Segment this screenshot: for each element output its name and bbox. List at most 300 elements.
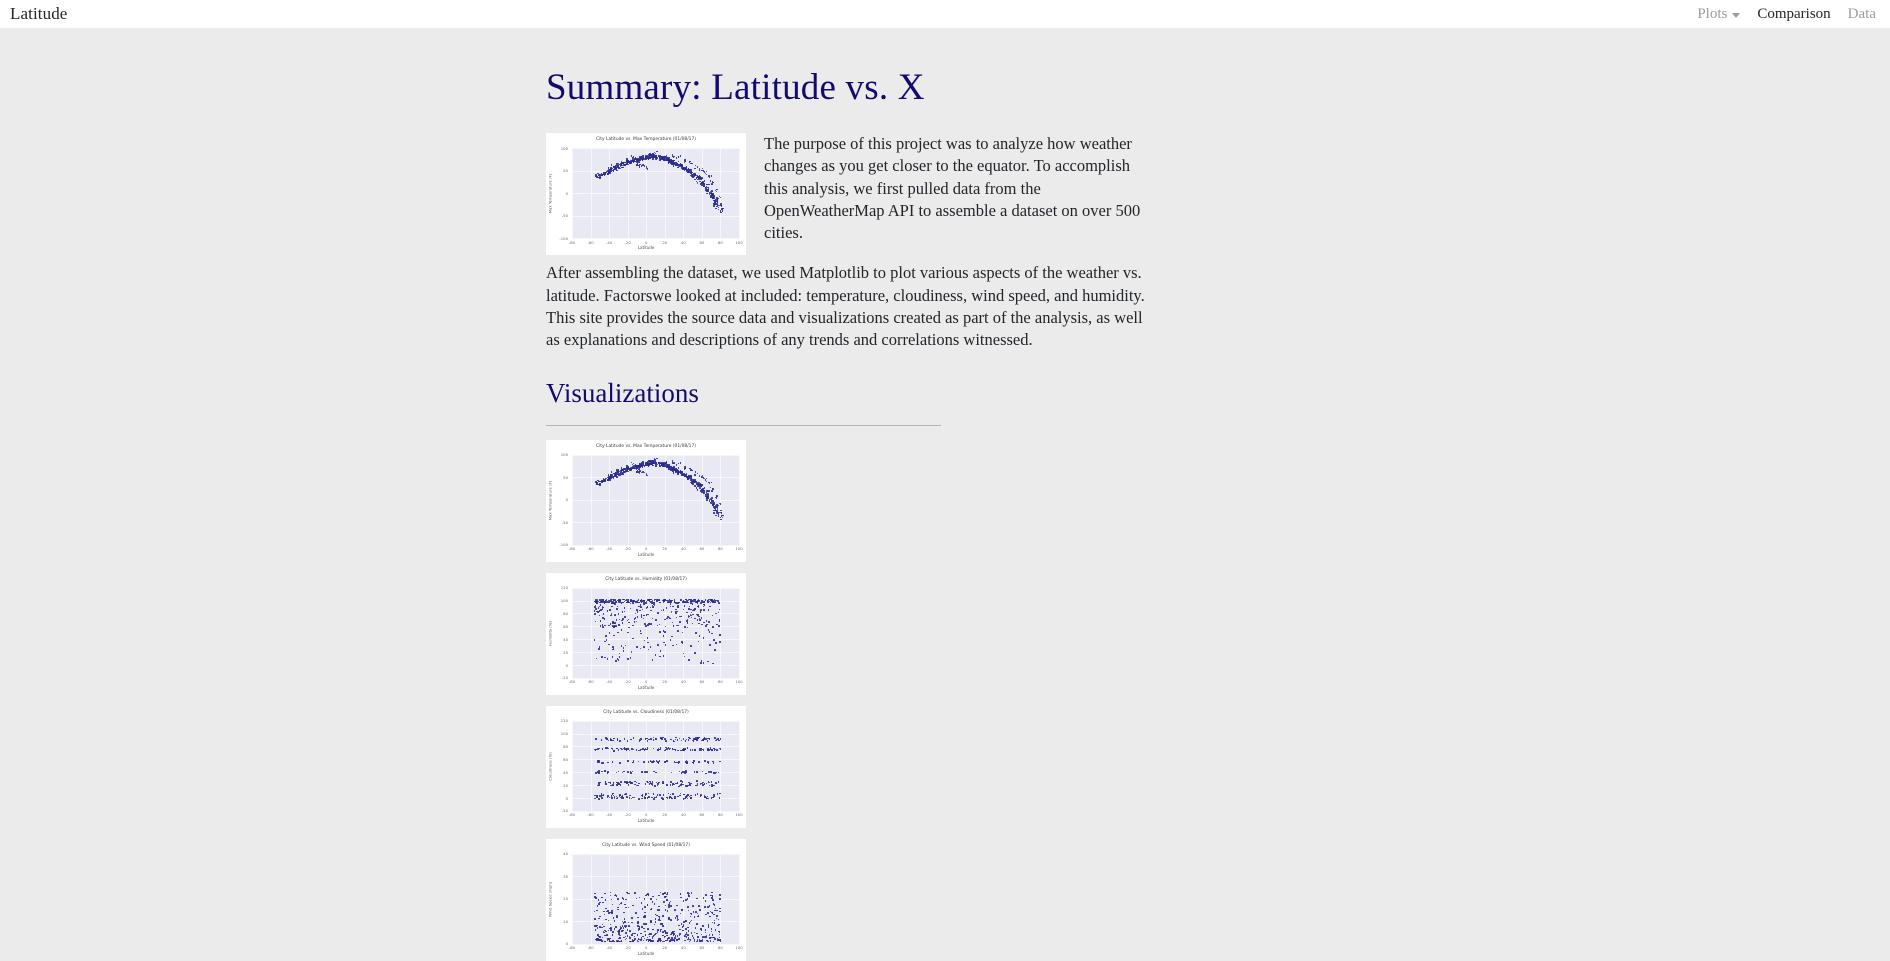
data-point: [598, 784, 600, 786]
data-point: [703, 749, 705, 751]
data-point: [607, 658, 609, 660]
data-point: [615, 472, 617, 474]
data-point: [659, 466, 661, 468]
data-point: [659, 631, 661, 633]
chart-title: City Latitude vs. Max Temperature (01/08/17): [596, 443, 696, 449]
data-point: [664, 465, 666, 467]
data-point: [693, 740, 695, 742]
data-point: [674, 761, 676, 763]
data-point: [643, 916, 645, 918]
y-axis-tick: 20: [563, 896, 568, 902]
data-point: [611, 606, 613, 608]
data-point: [710, 940, 712, 942]
data-point: [706, 620, 708, 622]
data-point: [718, 515, 720, 517]
data-point: [673, 156, 675, 158]
data-point: [705, 932, 707, 934]
data-point: [664, 738, 666, 740]
data-point: [639, 164, 641, 166]
y-axis-tick: 60: [563, 624, 568, 630]
data-point: [594, 918, 596, 920]
data-point: [640, 740, 642, 742]
data-point: [624, 781, 626, 783]
data-point: [599, 484, 601, 486]
data-point: [678, 602, 680, 604]
gridline-horizontal: [572, 455, 739, 456]
data-point: [708, 490, 710, 492]
data-point: [710, 602, 712, 604]
x-axis-tick: 20: [662, 945, 668, 951]
data-point: [636, 609, 638, 611]
data-point: [653, 771, 655, 773]
data-point: [647, 475, 649, 477]
thumbnail-chart-max-temperature[interactable]: [546, 133, 746, 255]
data-point: [699, 635, 701, 637]
data-point: [672, 793, 674, 795]
data-point: [638, 602, 640, 604]
data-point: [611, 912, 613, 914]
data-point: [712, 663, 714, 665]
data-point: [692, 749, 694, 751]
nav-item-plots[interactable]: [1697, 6, 1740, 23]
data-point: [701, 182, 703, 184]
data-point: [703, 662, 705, 664]
data-point: [655, 738, 657, 740]
y-axis-tick: 40: [563, 851, 568, 857]
viz-card-cloudiness[interactable]: [546, 706, 746, 828]
data-point: [622, 473, 624, 475]
nav-item-comparison[interactable]: [1757, 6, 1830, 23]
data-point: [605, 635, 607, 637]
data-point: [639, 610, 641, 612]
data-point: [670, 618, 672, 620]
viz-card-humidity[interactable]: [546, 573, 746, 695]
data-point: [653, 798, 655, 800]
data-point: [688, 659, 690, 661]
data-point: [655, 933, 657, 935]
data-point: [645, 602, 647, 604]
data-point: [649, 158, 651, 160]
data-point: [616, 619, 618, 621]
x-axis-tick: -60: [587, 239, 594, 245]
x-axis-tick: 40: [680, 239, 686, 245]
data-point: [647, 614, 649, 616]
data-point: [619, 740, 621, 742]
data-point: [659, 624, 661, 626]
data-point: [686, 785, 688, 787]
data-point: [647, 606, 649, 608]
data-point: [708, 749, 710, 751]
data-point: [671, 611, 673, 613]
viz-card-wind-speed[interactable]: [546, 839, 746, 961]
data-point: [613, 635, 615, 637]
data-point: [608, 474, 610, 476]
data-point: [596, 611, 598, 613]
data-point: [641, 602, 643, 604]
data-point: [642, 795, 644, 797]
data-point: [634, 933, 636, 935]
data-point: [676, 644, 678, 646]
data-point: [688, 930, 690, 932]
data-point: [707, 601, 709, 603]
data-point: [689, 738, 691, 740]
x-axis-tick: 80: [718, 546, 723, 552]
data-point: [641, 156, 643, 158]
data-point: [625, 932, 627, 934]
data-point: [659, 602, 661, 604]
data-point: [698, 641, 700, 643]
data-point: [631, 748, 633, 750]
data-point: [624, 738, 626, 740]
data-point: [629, 930, 631, 932]
data-point: [713, 205, 715, 207]
data-point: [708, 188, 710, 190]
data-point: [709, 785, 711, 787]
data-point: [631, 160, 633, 162]
data-point: [662, 915, 664, 917]
data-point: [650, 933, 652, 935]
data-point: [713, 506, 715, 508]
data-point: [711, 931, 713, 933]
data-point: [706, 499, 708, 501]
data-point: [718, 602, 720, 604]
data-point: [688, 782, 690, 784]
data-point: [611, 614, 613, 616]
data-point: [600, 939, 602, 941]
x-axis-tick: 60: [699, 945, 705, 951]
gridline-vertical: [739, 588, 740, 678]
data-point: [619, 619, 621, 621]
data-point: [687, 906, 689, 908]
data-point: [693, 599, 695, 601]
data-point: [613, 782, 615, 784]
data-point: [671, 636, 673, 638]
data-point: [649, 464, 651, 466]
data-point: [694, 760, 696, 762]
gridline-horizontal: [572, 588, 739, 589]
data-point: [603, 926, 605, 928]
viz-card-max-temperature[interactable]: [546, 440, 746, 562]
data-point: [647, 637, 649, 639]
data-point: [669, 601, 671, 603]
data-point: [624, 794, 626, 796]
data-point: [650, 610, 652, 612]
data-point: [676, 905, 678, 907]
data-point: [707, 740, 709, 742]
data-point: [666, 760, 668, 762]
data-point: [623, 771, 625, 773]
data-point: [659, 749, 661, 751]
data-point: [658, 895, 660, 897]
data-point: [654, 903, 656, 905]
data-point: [683, 921, 685, 923]
data-point: [598, 607, 600, 609]
y-axis-tick: 80: [563, 611, 568, 617]
data-point: [626, 163, 628, 165]
y-axis-tick: -50: [561, 519, 568, 525]
data-point: [614, 614, 616, 616]
data-point: [712, 934, 714, 936]
data-point: [709, 905, 711, 907]
data-point: [655, 459, 657, 461]
data-point: [684, 605, 686, 607]
data-point: [631, 798, 633, 800]
data-point: [598, 760, 600, 762]
x-axis-tick: 80: [718, 239, 723, 245]
data-point: [649, 936, 651, 938]
data-point: [715, 515, 717, 517]
data-point: [615, 926, 617, 928]
data-point: [707, 761, 709, 763]
data-point: [692, 623, 694, 625]
data-point: [679, 795, 681, 797]
data-point: [602, 748, 604, 750]
data-point: [662, 923, 664, 925]
data-point: [709, 644, 711, 646]
data-point: [694, 652, 696, 654]
data-point: [668, 904, 670, 906]
data-point: [599, 748, 601, 750]
x-axis-tick: 20: [662, 679, 668, 685]
data-point: [624, 904, 626, 906]
data-point: [700, 940, 702, 942]
data-point: [670, 606, 672, 608]
data-point: [662, 925, 664, 927]
data-point: [681, 641, 683, 643]
data-point: [693, 911, 695, 913]
brand-link[interactable]: Latitude: [10, 4, 68, 23]
data-point: [624, 925, 626, 927]
chart-title: City Latitude vs. Max Temperature (01/08/17): [596, 137, 696, 142]
data-point: [683, 925, 685, 927]
data-point: [710, 771, 712, 773]
data-point: [696, 898, 698, 900]
data-point: [653, 793, 655, 795]
data-point: [695, 927, 697, 929]
data-point: [637, 611, 639, 613]
data-point: [617, 632, 619, 634]
data-point: [643, 615, 645, 617]
gridline-horizontal: [572, 854, 739, 855]
data-point: [623, 927, 625, 929]
data-point: [596, 176, 598, 178]
data-point: [672, 154, 674, 156]
y-axis-tick: -50: [561, 213, 568, 219]
data-point: [679, 738, 681, 740]
data-point: [659, 760, 661, 762]
gridline-horizontal: [572, 522, 739, 523]
data-point: [612, 649, 614, 651]
y-axis-tick: 100: [560, 598, 568, 604]
data-point: [720, 519, 722, 521]
x-axis-tick: -20: [624, 546, 631, 552]
data-point: [654, 924, 656, 926]
data-point: [720, 197, 722, 199]
data-point: [594, 613, 596, 615]
data-point: [688, 895, 690, 897]
data-point: [597, 934, 599, 936]
data-point: [601, 897, 603, 899]
data-point: [711, 749, 713, 751]
data-point: [697, 183, 699, 185]
data-point: [631, 600, 633, 602]
data-point: [605, 931, 607, 933]
data-point: [630, 941, 632, 943]
data-point: [613, 917, 615, 919]
y-axis-tick: 100: [560, 145, 568, 151]
data-point: [713, 762, 715, 764]
data-point: [708, 621, 710, 623]
x-axis-tick: 60: [699, 546, 705, 552]
data-point: [704, 737, 706, 739]
data-point: [604, 914, 606, 916]
data-point: [646, 614, 648, 616]
data-point: [618, 624, 620, 626]
data-point: [668, 602, 670, 604]
data-point: [621, 629, 623, 631]
data-point: [712, 600, 714, 602]
data-point: [687, 798, 689, 800]
data-point: [711, 897, 713, 899]
data-point: [678, 467, 680, 469]
data-point: [683, 167, 685, 169]
data-point: [612, 656, 614, 658]
data-point: [600, 609, 602, 611]
data-point: [638, 941, 640, 943]
data-point: [624, 607, 626, 609]
data-point: [626, 158, 628, 160]
data-point: [597, 927, 599, 929]
data-point: [605, 899, 607, 901]
data-point: [711, 928, 713, 930]
data-point: [650, 898, 652, 900]
data-point: [670, 794, 672, 796]
data-point: [668, 906, 670, 908]
y-axis-tick: -20: [561, 808, 568, 814]
data-point: [596, 658, 598, 660]
data-point: [610, 479, 612, 481]
data-point: [626, 796, 628, 798]
data-point: [711, 497, 713, 499]
y-axis-tick: -100: [559, 542, 568, 548]
data-point: [700, 609, 702, 611]
data-point: [632, 602, 634, 604]
gridline-horizontal: [572, 734, 739, 735]
data-point: [628, 760, 630, 762]
data-point: [620, 781, 622, 783]
data-point: [612, 793, 614, 795]
y-axis-tick: 20: [563, 782, 568, 788]
data-point: [599, 615, 601, 617]
data-point: [720, 510, 722, 512]
nav-item-data-label: Data: [1847, 5, 1876, 22]
data-point: [717, 939, 719, 941]
data-point: [676, 157, 678, 159]
data-point: [596, 602, 598, 604]
data-point: [715, 782, 717, 784]
x-axis-tick: -40: [606, 945, 613, 951]
data-point: [639, 928, 641, 930]
data-point: [713, 200, 715, 202]
data-point: [687, 619, 689, 621]
data-point: [687, 171, 689, 173]
data-point: [682, 771, 684, 773]
data-point: [673, 472, 675, 474]
y-axis-label: Humidity (%): [547, 620, 553, 646]
data-point: [620, 928, 622, 930]
x-axis-tick: 100: [735, 812, 743, 818]
data-point: [718, 740, 720, 742]
data-point: [618, 783, 620, 785]
data-point: [708, 941, 710, 943]
data-point: [716, 497, 718, 499]
nav-item-data[interactable]: [1848, 6, 1876, 23]
data-point: [624, 748, 626, 750]
data-point: [665, 740, 667, 742]
data-point: [600, 620, 602, 622]
data-point: [612, 904, 614, 906]
gridline-horizontal: [572, 746, 739, 747]
data-point: [608, 625, 610, 627]
data-point: [698, 905, 700, 907]
y-axis-tick: 10: [563, 918, 568, 924]
data-point: [611, 164, 613, 166]
data-point: [722, 210, 724, 212]
data-point: [714, 737, 716, 739]
data-point: [670, 739, 672, 741]
x-axis-tick: -60: [587, 546, 594, 552]
data-point: [681, 923, 683, 925]
x-axis-tick: 20: [662, 546, 668, 552]
data-point: [704, 796, 706, 798]
y-axis-tick: 0: [565, 941, 568, 947]
data-point: [689, 941, 691, 943]
data-point: [647, 642, 649, 644]
data-point: [692, 175, 694, 177]
data-point: [668, 937, 670, 939]
data-point: [631, 934, 633, 936]
data-point: [621, 902, 623, 904]
data-point: [618, 749, 620, 751]
data-point: [659, 656, 661, 658]
data-point: [678, 156, 680, 158]
y-axis-label: Max Temperature (F): [547, 480, 553, 520]
data-point: [673, 939, 675, 941]
data-point: [699, 909, 701, 911]
data-point: [703, 606, 705, 608]
data-point: [603, 932, 605, 934]
chart-title: City Latitude vs. Cloudiness (01/08/17): [603, 709, 689, 715]
data-point: [711, 490, 713, 492]
x-axis-tick: -40: [606, 812, 613, 818]
data-point: [631, 155, 633, 157]
data-point: [709, 916, 711, 918]
data-point: [687, 622, 689, 624]
data-point: [686, 612, 688, 614]
x-axis-label: Latitude: [637, 817, 655, 823]
data-point: [594, 893, 596, 895]
data-point: [652, 659, 654, 661]
data-point: [715, 208, 717, 210]
chart-plot-area: [572, 455, 739, 545]
data-point: [716, 749, 718, 751]
chart-title: City Latitude vs. Humidity (01/08/17): [605, 576, 687, 582]
data-point: [650, 646, 652, 648]
x-axis-tick: 20: [662, 239, 668, 245]
data-point: [626, 160, 628, 162]
data-point: [640, 648, 642, 650]
data-point: [618, 938, 620, 940]
